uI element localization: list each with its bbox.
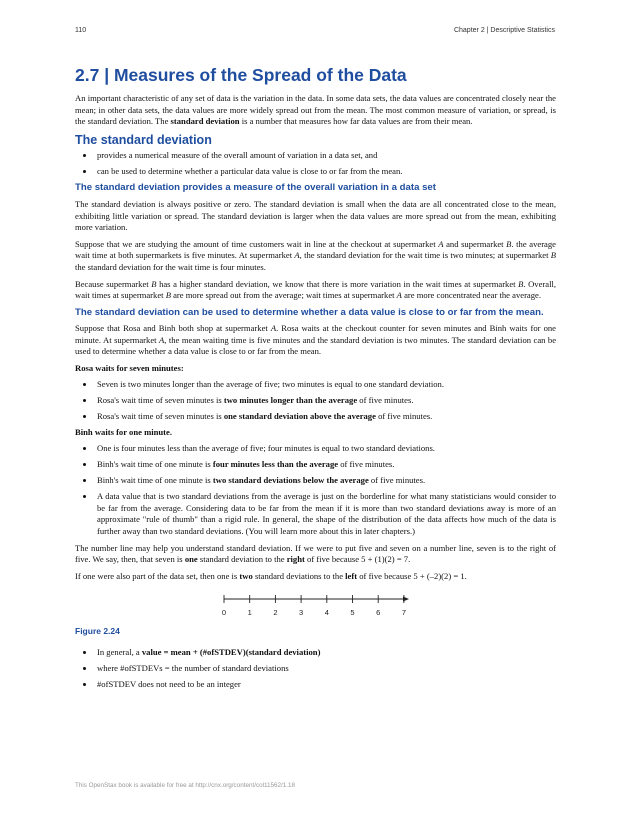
text: of five minutes.	[338, 459, 395, 470]
bold-text: left	[345, 570, 358, 581]
tick-label: 1	[247, 608, 252, 618]
text: . Overall, wait times at supermarket	[75, 278, 557, 301]
bold-text: two minutes longer than the average	[223, 394, 358, 405]
number-line	[220, 592, 415, 622]
intro-text-end: is a number that measures how far data values are from their mean.	[239, 116, 473, 127]
footer-note: This OpenStax book is available for free at http://cnx.org/content/col11562/1.18	[75, 782, 296, 789]
paragraph	[75, 571, 556, 583]
paragraph	[75, 279, 556, 302]
intro-bold-term: standard deviation	[170, 116, 240, 127]
text: In general, a	[97, 647, 142, 657]
italic-A: A	[159, 334, 165, 345]
italic-A: A	[438, 238, 444, 249]
tick-label: 5	[350, 608, 355, 618]
bold-text: one	[184, 554, 198, 565]
text: the standard deviation for the wait time is four minutes.	[75, 261, 266, 272]
text: standard deviation to the	[197, 554, 287, 565]
bold-text: one standard deviation above the average	[223, 410, 376, 421]
page-content	[75, 64, 556, 696]
text: of five minutes.	[368, 475, 426, 486]
tick-label: 2	[273, 608, 278, 618]
list-item: • can be used to determine whether a particular data value is close to or far from the mean.	[95, 166, 556, 178]
page-number: 110	[75, 27, 87, 34]
paragraph: The standard deviation is always positive or zero. The standard deviation is small when the data are all concentrated close to the mean, exhibiting little variation or spread. The standard deviation is larger when the data values are more spread out from the mean, exhibiting more variation.	[75, 198, 556, 233]
tick-label: 7	[401, 608, 406, 618]
text: of five minutes.	[375, 410, 433, 421]
italic-A: A	[270, 323, 277, 334]
list-item: • Seven is two minutes longer than the average of five; two minutes is equal to one standard deviation.	[95, 379, 556, 391]
intro-paragraph	[75, 93, 556, 128]
text: of five because 5 + (–2)(2) = 1.	[357, 570, 467, 581]
tick-label: 3	[299, 608, 304, 618]
subsection-heading-close-or-far: The standard deviation can be used to determine whether a data value is close to or far from the mean.	[75, 306, 544, 318]
italic-B: B	[518, 278, 524, 289]
italic-B: B	[165, 290, 171, 301]
text: , the standard deviation for the wait time is two minutes; at supermarket	[299, 250, 551, 261]
italic-A: A	[294, 250, 300, 261]
paragraph	[75, 239, 556, 274]
subsection-heading-variation: The standard deviation provides a measure of the overall variation in a data set	[75, 182, 436, 194]
rosa-bullet-list	[75, 379, 556, 423]
list-item: • where #ofSTDEVs = the number of standard deviations	[95, 663, 556, 675]
list-item	[95, 475, 556, 487]
bold-text: four minutes less than the average	[212, 459, 339, 470]
list-item: • One is four minutes less than the average of five; four minutes is equal to two standard deviations.	[95, 443, 556, 455]
binh-label: Binh waits for one minute.	[75, 427, 173, 438]
text: and supermarket	[443, 238, 507, 249]
list-item	[95, 647, 556, 659]
text: Binh's wait time of one minute is	[97, 459, 213, 470]
text: has a higher standard deviation, we know that there is more variation in the wait times at supermarket	[156, 278, 519, 289]
text: . the average wait time at both supermarkets is five minutes. At supermarket	[75, 238, 556, 261]
list-item	[95, 395, 556, 407]
binh-bullet-list	[75, 443, 556, 538]
list-item: • #ofSTDEV does not need to be an integer	[95, 679, 556, 691]
tick-group	[222, 595, 406, 617]
text: Binh's wait time of one minute is	[97, 475, 213, 486]
text: If one were also part of the data set, then one is	[75, 570, 240, 581]
italic-B: B	[506, 238, 512, 249]
tick-label: 0	[221, 608, 227, 618]
list-item: • A data value that is two standard deviations from the average is just on the borderline for what many statisticians would consider to be far from the average. Considering data to be far from the mean if it is more than two standard deviations away is more of an approximate "rule of thumb" than a rigid rule. In general, the shape of the distribution of the data affects how much of the data is further away than two standard deviations. (You will learn more about this in later chapters.)	[95, 491, 556, 537]
bold-text: right	[286, 554, 305, 565]
text: Rosa's wait time of seven minutes is	[97, 394, 224, 405]
text: are more spread out from the average; wait times at supermarket	[170, 290, 397, 301]
paragraph	[75, 323, 556, 358]
text: . Rosa waits at the checkout counter for seven minutes and Binh waits for one minute. At supermarket	[75, 323, 556, 345]
tick-label: 6	[376, 608, 381, 618]
section-title: 2.7 | Measures of the Spread of the Data	[75, 65, 407, 85]
text: of five minutes.	[357, 394, 414, 405]
bold-text: two standard deviations below the average	[212, 475, 369, 486]
italic-B: B	[151, 278, 157, 289]
text: standard deviations to the	[252, 570, 346, 581]
figure-caption: Figure 2.24	[75, 626, 120, 637]
tick-label: 4	[324, 608, 329, 618]
general-bullet-list	[75, 647, 556, 691]
bold-text: two	[239, 570, 253, 581]
running-header: Chapter 2 | Descriptive Statistics	[453, 27, 555, 34]
intro-text: An important characteristic of any set of data is the variation in the data. In some data sets, the data values are concentrated closely near the mean; in other data sets, the data values are more widely spread out from the mean. The most common measure of variation, or spread, is the standard deviation. The	[75, 93, 556, 127]
sd-heading: The standard deviation	[75, 132, 212, 147]
italic-A: A	[396, 290, 402, 301]
text: of five because 5 + (1)(2) = 7.	[304, 554, 411, 565]
text: , the mean waiting time is five minutes and the standard deviation is two minutes. The standard deviation can be used to determine whether a data value is close to or far from the mean.	[75, 334, 557, 357]
number-line-figure	[75, 590, 556, 626]
text: Because supermarket	[75, 278, 152, 289]
text: The number line may help you understand standard deviation. If we were to put five and seven on a number line, seven is to the right of five. We say, then, that seven is	[75, 542, 556, 565]
text: Suppose that Rosa and Binh both shop at supermarket	[75, 323, 271, 334]
paragraph	[75, 543, 556, 566]
text: Rosa's wait time of seven minutes is	[97, 410, 224, 421]
list-item	[95, 459, 556, 471]
rosa-label: Rosa waits for seven minutes:	[75, 363, 184, 373]
italic-B: B	[550, 250, 557, 261]
list-item	[95, 411, 556, 423]
sd-bullet-list	[75, 150, 556, 178]
text: are more concentrated near the average.	[401, 290, 542, 301]
list-item: • provides a numerical measure of the overall amount of variation in a data set, and	[95, 150, 556, 162]
text: Suppose that we are studying the amount of time customers wait in line at the checkout at supermarket	[75, 238, 439, 249]
bold-formula: value = mean + (#ofSTDEV)(standard deviation)	[141, 647, 321, 657]
